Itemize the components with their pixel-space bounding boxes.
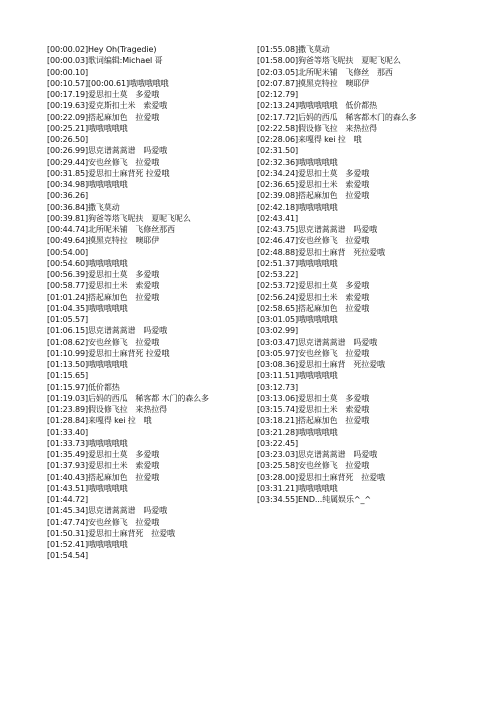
lyric-line: [00:39.81]狗爸等塔飞呢扶 夏呢飞呢么: [47, 213, 191, 223]
lyric-line: [01:15.97]低价都热: [47, 382, 120, 392]
lyric-line: [03:08.36]爱思扣土麻背 死拉爱哦: [257, 360, 385, 369]
lyric-line: [03:25.58]安也丝修飞 拉爱哦: [257, 461, 370, 471]
lyric-line: [02:07.87]摸黑克特拉 噢耶伊: [257, 78, 370, 88]
lyric-line: [01:06.15]思克谱蒿蒿谱 吗爱哦: [47, 326, 168, 336]
lyrics-right-column: [257, 44, 457, 505]
lyric-line: [02:43.41]: [257, 213, 299, 223]
lyric-line: [01:05.57]: [47, 315, 89, 324]
lyric-line: [03:21.28]哦哦哦哦哦: [257, 427, 338, 437]
lyric-line: [01:44.72]: [47, 495, 89, 504]
lyric-line: [00:17.19]爱思扣土莫 多爱哦: [47, 90, 160, 99]
lyric-line: [03:31.21]哦哦哦哦哦: [257, 483, 338, 493]
lyric-line: [00:54.60]哦哦哦哦哦: [47, 258, 128, 268]
lyric-line: [00:25.21]哦哦哦哦哦: [47, 123, 128, 133]
lyric-line: [02:32.36]哦哦哦哦哦: [257, 157, 338, 167]
lyric-line: [01:01.24]搭起麻加色 拉爱哦: [47, 292, 160, 302]
lyric-line: [01:50.31]爱思扣土麻背死 拉爱哦: [47, 528, 175, 538]
lyric-line: [02:53.72]爱思扣土莫 多爱哦: [257, 281, 370, 291]
lyric-line: [00:26.99]思克谱蒿蒿谱 吗爱哦: [47, 146, 168, 156]
lyric-line: [02:34.24]爱思扣土莫 多爱哦: [257, 168, 370, 178]
lyric-line: [03:03.47]思克谱蒿蒿谱 吗爱哦: [257, 337, 378, 347]
lyric-line: [02:31.50]: [257, 146, 299, 156]
lyric-line: [00:54.00]: [47, 247, 89, 257]
lyric-line: [01:10.99]爱思扣土麻背死 拉爱哦: [47, 348, 170, 358]
lyric-line: [01:19.03]后妈的西瓜 稀客都 木门的森么多: [47, 393, 209, 403]
lyric-line: [03:23.03]思克谱蒿蒿谱 吗爱哦: [257, 450, 378, 459]
lyric-line: [01:37.93]爱思扣土米 索爱哦: [47, 461, 160, 471]
lyric-line: [02:43.75]思克谱蒿蒿谱 吗爱哦: [257, 225, 378, 234]
lyric-line: [03:11.51]哦哦哦哦哦: [257, 371, 338, 381]
lyric-line: [01:52.41]哦哦哦哦哦: [47, 540, 128, 549]
lyric-line: [03:15.74]爱思扣土米 索爱哦: [257, 405, 370, 414]
lyric-line: [01:54.54]: [47, 551, 89, 561]
lyric-line: [00:10.57][00:00.61]哦哦哦哦哦: [47, 78, 169, 88]
lyric-line: [01:40.43]搭起麻加色 拉爱哦: [47, 472, 160, 482]
lyric-line: [01:08.62]安也丝修飞 拉爱哦: [47, 337, 160, 347]
lyric-line: [00:00.10]: [47, 67, 89, 77]
lyric-line: [00:00.02]Hey Oh(Tragedie): [47, 45, 157, 54]
lyric-line: [01:23.89]假设修飞拉 来热拉得: [47, 405, 168, 414]
lyric-line: [00:34.98]哦哦哦哦哦: [47, 180, 128, 189]
lyric-line: [01:15.65]: [47, 371, 89, 381]
lyric-line: [02:22.58]假设修飞拉 来热拉得: [257, 123, 378, 133]
lyric-line: [02:56.24]爱思扣土米 索爱哦: [257, 292, 370, 302]
lyric-line: [03:05.97]安也丝修飞 拉爱哦: [257, 348, 370, 358]
lyric-line: [00:36.84]撒飞莫动: [47, 202, 120, 212]
lyrics-left-column: [47, 44, 247, 562]
lyric-line: [00:22.09]搭起麻加色 拉爱哦: [47, 112, 160, 122]
lyric-line: [01:35.49]爱思扣土莫 多爱哦: [47, 450, 160, 459]
lyric-line: [02:51.37]哦哦哦哦哦: [257, 258, 338, 268]
lyric-line: [02:42.18]哦哦哦哦哦: [257, 202, 338, 212]
lyric-line: [03:18.21]搭起麻加色 拉爱哦: [257, 416, 370, 426]
lyric-line: [03:12.73]: [257, 382, 299, 392]
lyric-line: [01:55.08]撒飞莫动: [257, 45, 330, 54]
lyric-line: [00:56.39]爱思扣土莫 多爱哦: [47, 270, 160, 279]
lyric-line: [02:03.05]北所呢米铺 飞修丝 那西: [257, 67, 393, 77]
lyric-line: [03:01.05]哦哦哦哦哦: [257, 315, 338, 324]
lyric-line: [01:33.40]: [47, 427, 89, 437]
lyric-line: [00:49.64]摸黑克特拉 噢耶伊: [47, 236, 160, 246]
lyric-line: [03:34.55]END...纯属娱乐^_^: [257, 495, 371, 504]
lyric-line: [00:44.74]北所呢米铺 飞修丝那西: [47, 225, 175, 234]
lyric-line: [01:43.51]哦哦哦哦哦: [47, 483, 128, 493]
lyric-line: [01:58.00]狗爸等塔飞呢扶 夏呢飞呢么: [257, 56, 401, 66]
lyric-line: [00:31.85]爱思扣土麻背死 拉爱哦: [47, 168, 170, 178]
lyric-line: [02:46.47]安也丝修飞 拉爱哦: [257, 236, 370, 246]
lyric-line: [00:36.26]: [47, 191, 89, 201]
lyric-line: [03:22.45]: [257, 438, 299, 448]
lyric-line: [03:28.00]爱思扣土麻背死 拉爱哦: [257, 472, 385, 482]
lyric-line: [00:19.63]爱克斯扣土米 索爱哦: [47, 101, 168, 111]
lyric-line: [01:13.50]哦哦哦哦哦: [47, 360, 128, 369]
lyric-line: [00:29.44]安也丝修飞 拉爱哦: [47, 157, 160, 167]
lyric-line: [01:04.35]哦哦哦哦哦: [47, 303, 128, 313]
lyric-line: [00:26.50]: [47, 135, 89, 144]
lyric-line: [00:00.03]歌词编辑:Michael 哥: [47, 56, 163, 66]
lyric-line: [02:53.22]: [257, 270, 299, 279]
lyric-line: [01:45.34]思克谱蒿蒿谱 吗爱哦: [47, 506, 168, 516]
lyric-line: [02:58.65]搭起麻加色 拉爱哦: [257, 303, 370, 313]
lyric-line: [03:13.06]爱思扣土莫 多爱哦: [257, 393, 370, 403]
lyric-line: [02:28.06]来嘎得 kei 拉 哦: [257, 135, 362, 144]
lyric-line: [01:28.84]来嘎得 kei 拉 哦: [47, 416, 152, 426]
lyric-line: [02:17.72]后妈的西瓜 稀客都木门的森么多: [257, 112, 417, 122]
lyric-line: [02:39.08]搭起麻加色 拉爱哦: [257, 191, 370, 201]
lyric-line: [02:36.65]爱思扣土米 索爱哦: [257, 180, 370, 189]
lyric-line: [01:33.73]哦哦哦哦哦: [47, 438, 128, 448]
lyric-line: [02:48.88]爱思扣土麻背 死拉爱哦: [257, 247, 385, 257]
lyric-line: [03:02.99]: [257, 326, 299, 336]
lyric-line: [02:12.79]: [257, 90, 299, 99]
lyric-line: [02:13.24]哦哦哦哦哦 低价都热: [257, 101, 378, 111]
lyric-line: [00:58.77]爱思扣土米 索爱哦: [47, 281, 160, 291]
lyric-line: [01:47.74]安也丝修飞 拉爱哦: [47, 517, 160, 527]
